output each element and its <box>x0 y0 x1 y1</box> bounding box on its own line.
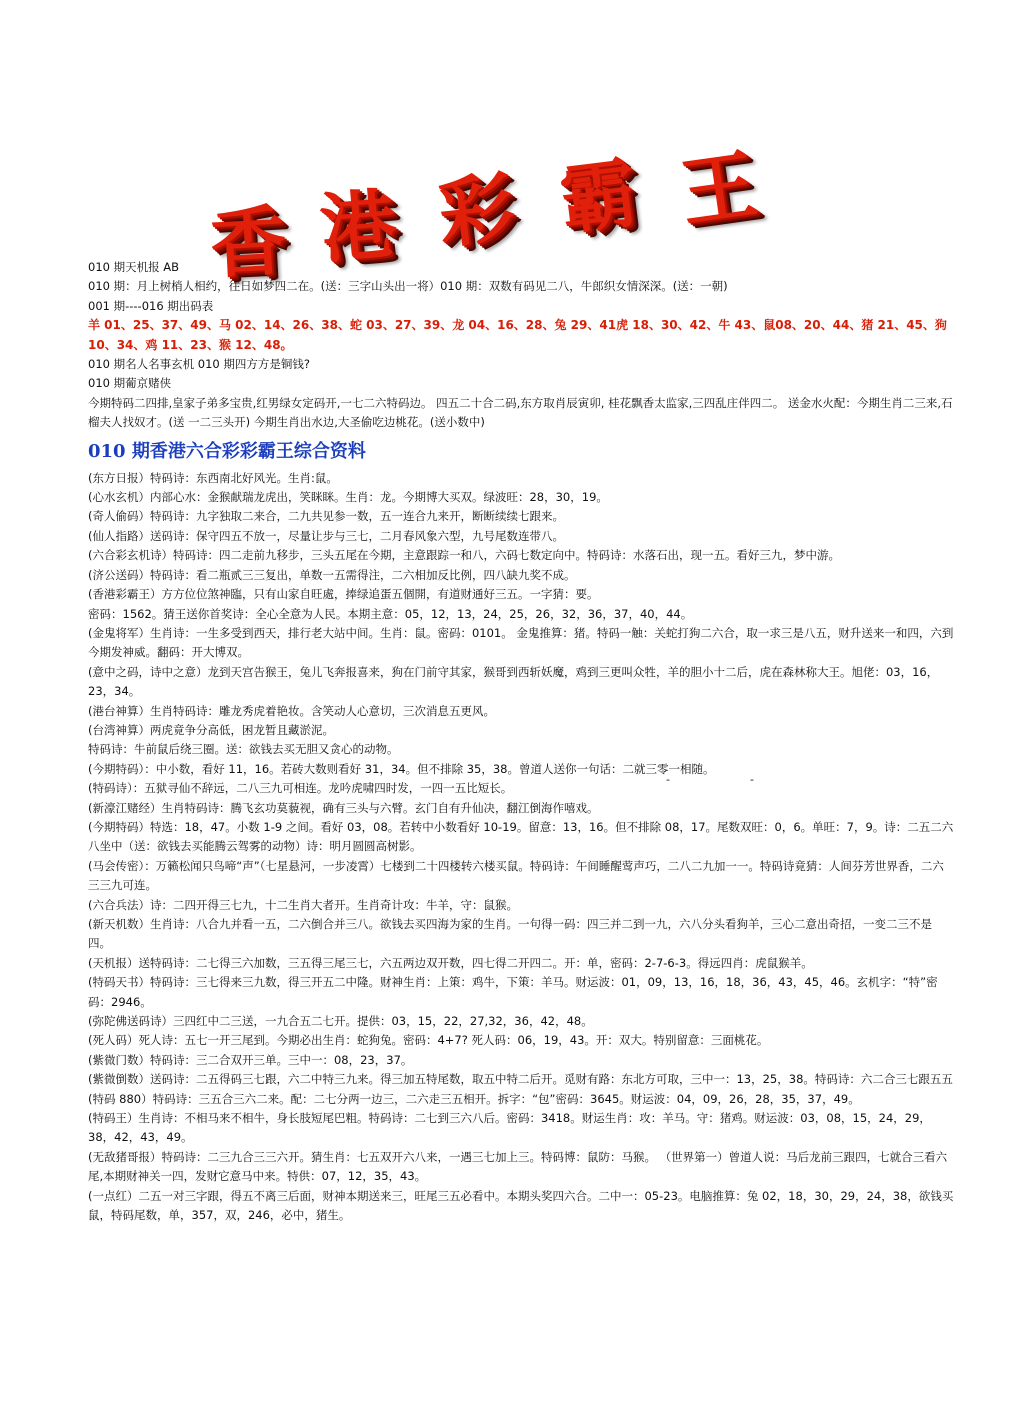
text-line: (奇人偷码）特码诗：九字独取二来合，二九共见参一数，五一连合九来开，断断续续七跟来。 <box>88 509 564 524</box>
banner-char: 王 <box>675 138 765 238</box>
text-line: (无敌猪哥报）特码诗：二三九合三三六开。猜生肖：七五双开六八来，一遇三七加上三。特码博：鼠防：马猴。 （世界第一）曾道人说：马后龙前三跟四，七就合三看六尾,本期财神关一四，发财它意马中来。特供：07，12，35，43。 <box>88 1149 948 1184</box>
stray-marks <box>666 773 834 786</box>
text-line: (天机报）送特码诗：二七得三六加数，三五得三尾三七，六五两边双开数，四七得二开四二。开：单，密码：2-7-6-3。得远四肖：虎鼠猴羊。 <box>88 955 813 970</box>
text-line: (台湾神算）两虎竟争分高低，困龙暂且藏淤泥。 <box>88 722 334 737</box>
banner-char: 彩 <box>434 162 522 259</box>
text-line: 010 期葡京赌侠 <box>88 376 172 391</box>
text-line: (金鬼将军）生肖诗：一生多受到西天，排行老大站中间。生肖：鼠。密码：0101。 金鬼推算：猪。特码一触：关蛇打狗二六合，取一求三是八五，财升送来一和四，六到今期发神威。翻码：开大博双。 <box>88 625 954 660</box>
text-line: (一点红）二五一对三字跟，得五不离三后面，财神本期送来三，旺尾三五必看中。本期头奖四六合。二中一：05-23。电脑推算：兔 02，18，30，29，24，38，欲钱买鼠，特码尾数，单，357，双，246，必中，猪生。 <box>88 1188 954 1223</box>
text-line: (新天机数）生肖诗：八合九并看一五，二六倒合并三八。欲钱去买四海为家的生肖。一句得一码：四三并二到一九，六八分头看狗羊，三心二意出奇招，一变二三不是四。 <box>88 917 932 951</box>
text-line: (今期特码）特选：18，47。小数 1-9 之间。看好 03，08。若转中小数看好 10-19。留意：13，16。但不排除 08，17。尾数双旺：0，6。单旺：7，9。诗：二五二六八坐中（送：欲钱去买能腾云驾雾的动物）诗：明月圆圆高树影。 <box>88 819 954 854</box>
text-line: (香港彩霸王）方方位位煞神臨，只有山家自旺處，捧绿追蛋五個開，有道财通好三五。一字猜：要。 <box>88 587 599 602</box>
dash-mark: - <box>749 773 754 786</box>
text-line: 010 期天机报 AB <box>88 260 180 274</box>
text-line: (马会传密）：万籁松闻只鸟啼“声”（七星悬河，一步凌霄）七楼到二十四楼转六楼买鼠。特码诗：午间睡醒莺声巧，二八二九加一一。特码诗竟猜：人间芬芳世界香，二六三三九可连。 <box>88 858 944 893</box>
banner-char: 港 <box>316 178 403 275</box>
text-line: (特码天书）特码诗：三七得来三九数，得三开五二中隆。财神生肖：上策：鸡牛，下策：羊马。财运波：01，09，13，16，18，36，43，45，46。玄机字：“特”密码：2946。 <box>88 975 938 1009</box>
text-line: (仙人指路）送码诗：保守四五不放一，尽量让步与三七，二月春风象六型，九号尾数连带八。 <box>88 528 564 543</box>
text-line: (东方日报）特码诗：东西南北好风光。生肖:鼠。 <box>88 470 338 485</box>
text-line: 010 期名人名事玄机 010 期四方方是铜钱? <box>88 357 310 372</box>
dash-mark: - <box>666 773 670 786</box>
text-line: (港台神算）生肖特码诗：雕龙秀虎着艳妆。含笑动人心意切，三次消息五更风。 <box>88 703 495 718</box>
text-line: (死人码）死人诗：五七一开三尾到。今期必出生肖：蛇狗兔。密码：4+7? 死人码：06，19，43。开：双大。特别留意：三面桃花。 <box>88 1033 769 1048</box>
text-line: (弥陀佛送码诗）三四红中二三送，一九合五二七开。提供：03，15，22，27,32，36，42，48。 <box>88 1014 593 1029</box>
text-line: (特码王）生肖诗：不相马来不相牛，身长肢短尾巴粗。特码诗：二七到三六八后。密码：3418。财运生肖：攻：羊马。守：猪鸡。财运波：03，08，15，24，29，38，42，43，49。 <box>88 1111 931 1145</box>
document-body <box>88 258 954 1226</box>
text-line: (特码 880）特码诗：三五合三六二来。配：二七分两一边三，二六走三五相开。拆字：“包”密码：3645。财运波：04，09，26，28，35，37，49。 <box>88 1091 860 1106</box>
text-line: (紫微门数）特码诗：三二合双开三单。三中一：08，23，37。 <box>88 1052 413 1067</box>
section-heading: 010 期香港六合彩彩霸王综合资料 <box>88 440 366 462</box>
text-line: 密码：1562。猜王送你首奖诗：全心全意为人民。本期主意：05，12，13，24，25，26，32，36，37，40，44。 <box>88 606 693 621</box>
text-line: (紫微倒数）送码诗：二五得码三七跟，六二中特三九来。得三加五特尾数，取五中特二后开。觅财有路：东北方可取，三中一：13，25，38。特码诗：六二合三七跟五五 <box>88 1072 953 1087</box>
section-body <box>88 469 954 1226</box>
text-line: (特码诗）：五狱寻仙不辞远，二八三九可相连。龙吟虎啸四时发，一四一五比短长。 <box>88 781 513 796</box>
text-line: (六合彩玄机诗）特码诗：四二走前九移步，三头五尾在今期，主意跟踪一和八，六码七数定向中。特码诗：水落石出，现一五。看好三九，梦中游。 <box>88 548 840 563</box>
text-line: (新濠江赌经）生肖特码诗：腾飞玄功莫藐视，确有三头与六臂。玄门自有升仙决，翻江倒海作嘻戏。 <box>88 800 599 815</box>
text-line: (今期特码）：中小数，看好 11，16。若砖大数则看好 31，34。但不排除 35，38。曾道人送你一句话：二就三零一相随。 <box>88 761 715 776</box>
text-line: 今期特码二四排,皇家子弟多宝贵,红男绿女定码开,一七二六特码边。 四五二十合二码,东方取肖辰寅卯, 桂花飘香太监家,三四乱庄伴四二。 送金水火配：今期生肖二三来,石榴夫人找奴才。(送 一二三头开) 今期生肖出水边,大圣偷吃边桃花。(送小数中) <box>88 395 953 430</box>
text-line: (济公送码）特码诗：看二瓶贰三三复出，单数一五需得注，二六相加反比例，四八缺九奖不成。 <box>88 567 576 582</box>
text-line: (六合兵法）诗：二四开得三七九，十二生肖大者开。生肖奇计攻：牛羊，守：鼠猴。 <box>88 897 518 912</box>
text-line: 001 期----016 期出码表 <box>88 298 214 313</box>
text-line: 特码诗：牛前鼠后绕三圈。送：欲钱去买无胆又贪心的动物。 <box>88 742 399 757</box>
text-line: (意中之码，诗中之意）龙到天宫告猴王，兔儿飞奔报喜来，狗在门前守其家，猴哥到西斩妖魔，鸡到三更叫众牲，羊的胆小十二后，虎在森林称大王。旭佬：03，16，23，34。 <box>88 664 939 699</box>
number-table-red: 羊 01、25、37、49、马 02、14、26、38、蛇 03、27、39、龙 04、16、28、兔 29、41虎 18、30、42、牛 43、鼠08、20、44、猪 21、45、狗 10、34、鸡 11、23、猴 12、48。 <box>88 318 947 352</box>
text-line: 010 期：月上树梢人相约，往日如梦四二在。(送：三字山头出一将）010 期：双数有码见二八，牛郎织女情深深。(送：一朝) <box>88 279 728 294</box>
text-line: (心水玄机）内部心水：金猴献瑞龙虎出，笑眯眯。生肖：龙。今期博大买双。绿波旺：28，30，19。 <box>88 490 608 505</box>
banner-char: 霸 <box>555 147 644 246</box>
banner-char: 香 <box>208 196 291 289</box>
